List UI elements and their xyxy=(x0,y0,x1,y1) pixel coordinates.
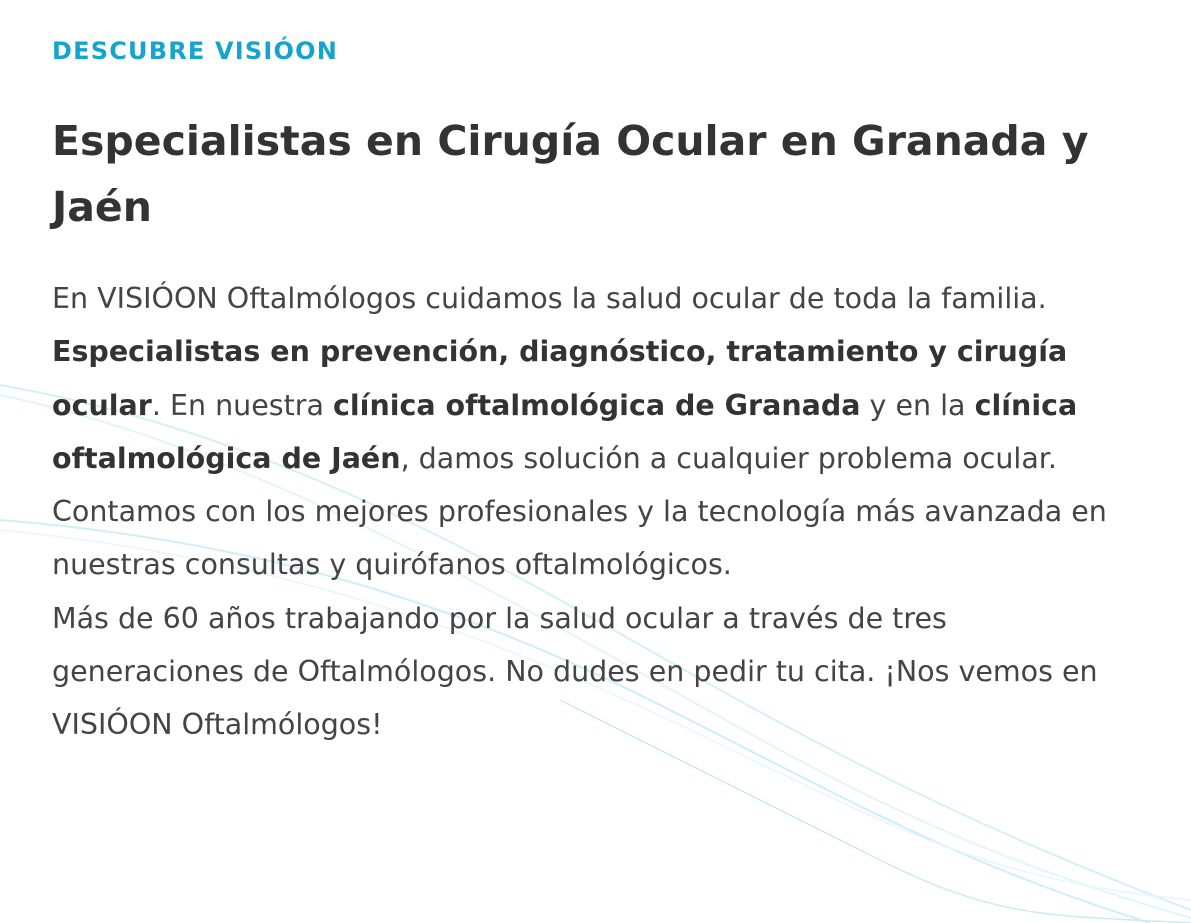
intro-paragraph-3: Más de 60 años trabajando por la salud ocular a través de tres generaciones de Oftalmólogos. No dudes en pedir tu cita. ¡Nos vemos en VISIÓON Oftalmólogos! xyxy=(52,601,1098,742)
emphasis-specialists: Especialistas en prevención, diagnóstico, tratamiento y cirugía ocular xyxy=(52,335,1068,422)
emphasis-clinic-jaen: clínica oftalmológica de Jaén xyxy=(52,388,1078,475)
intro-body xyxy=(52,272,1112,752)
intro-paragraph-1: En VISIÓON Oftalmólogos cuidamos la salud ocular de toda la familia. xyxy=(52,282,1047,315)
page-title: Especialistas en Cirugía Ocular en Granada y Jaén xyxy=(52,117,1089,231)
section-eyebrow: DESCUBRE VISIÓON xyxy=(52,37,339,65)
paragraph-text: , damos solución a cualquier problema ocular. Contamos con los mejores profesionales y la tecnología más avanzada en nuestras consultas y quirófanos oftalmológicos. xyxy=(52,441,1107,582)
emphasis-clinic-granada: clínica oftalmológica de Granada xyxy=(333,388,861,422)
intro-paragraph-2 xyxy=(52,325,1112,591)
paragraph-text: . En nuestra xyxy=(151,388,334,422)
paragraph-text: y en la xyxy=(860,388,975,422)
